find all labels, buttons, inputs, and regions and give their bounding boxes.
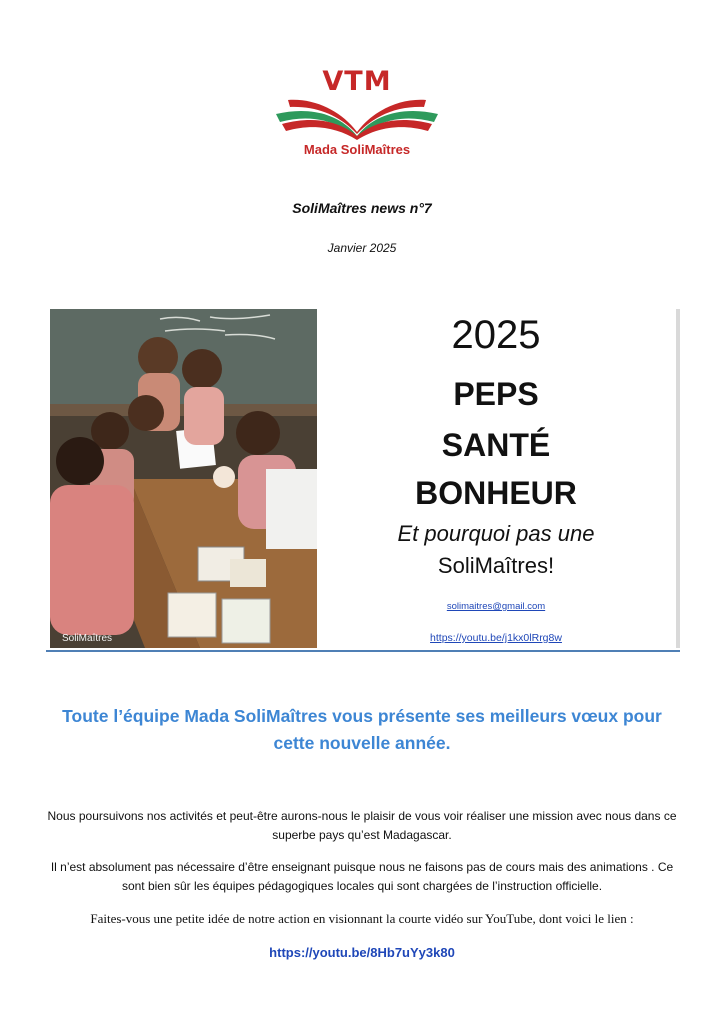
banner-email-link[interactable]: solimaitres@gmail.com	[446, 601, 546, 612]
paragraph-activities: Nous poursuivons nos activités et peut-être aurons-nous le plaisir de vous voir réaliser une mission avec nous dans ce superbe pays qu’est Madagascar.	[47, 809, 677, 842]
greeting-heading: Toute l’équipe Mada SoliMaîtres vous présente ses meilleurs vœux pour cette nouvelle année.	[62, 706, 662, 753]
photo-caption: SoliMaîtres	[62, 633, 113, 644]
classroom-photo-image	[50, 309, 317, 648]
banner-word-sante: SANTÉ	[441, 427, 551, 463]
banner-tagline-1: Et pourquoi pas une	[397, 521, 595, 546]
banner-tagline-2: SoliMaîtres!	[437, 553, 555, 578]
newsletter-date: Janvier 2025	[327, 241, 397, 255]
banner-word-peps: PEPS	[453, 376, 539, 412]
banner-right-border	[676, 309, 680, 648]
vtm-logo	[262, 62, 452, 166]
logo-acronym: VTM	[322, 66, 392, 97]
paragraph-no-teaching: Il n’est absolument pas nécessaire d’être enseignant puisque nous ne faisons pas de cours mais des animations . Ce sont bien sûr les équipes pédagogiques locales qui sont chargées de l’instruction officielle.	[50, 860, 674, 893]
banner-youtube-link[interactable]: https://youtu.be/j1kx0lRrg8w	[430, 632, 562, 644]
newsletter-title: SoliMaîtres news n°7	[292, 200, 432, 216]
new-year-banner	[46, 309, 680, 652]
youtube-video-link[interactable]: https://youtu.be/8Hb7uYy3k80	[269, 945, 455, 960]
banner-year: 2025	[451, 313, 541, 357]
banner-word-bonheur: BONHEUR	[415, 475, 577, 511]
paragraph-video-intro: Faites-vous une petite idée de notre action en visionnant la courte vidéo sur YouTube, dont voici le lien :	[90, 911, 634, 926]
logo-name: Mada SoliMaîtres	[303, 142, 411, 157]
open-book-icon	[270, 92, 444, 142]
classroom-photo	[50, 309, 317, 648]
